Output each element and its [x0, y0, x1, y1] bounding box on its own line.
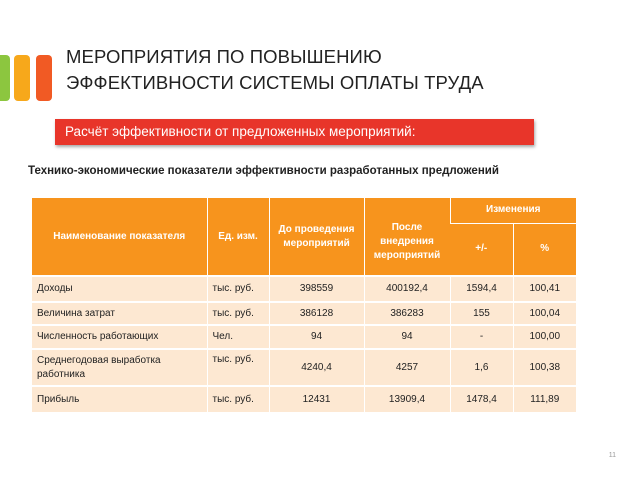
cell-after: 386283 — [364, 302, 450, 325]
cell-delta: 1,6 — [450, 349, 513, 386]
cell-percent: 100,41 — [513, 276, 576, 302]
cell-unit: тыс. руб. — [207, 386, 269, 412]
cell-before: 94 — [269, 325, 364, 349]
header-changes: Изменения — [450, 198, 576, 223]
decor-bar-orange — [36, 55, 52, 101]
decor-bar-yellow — [14, 55, 30, 101]
header-name: Наименование показателя — [32, 198, 207, 276]
table-row — [32, 276, 576, 302]
table-row — [32, 386, 576, 412]
cell-percent: 100,38 — [513, 349, 576, 386]
section-banner: Расчёт эффективности от предложенных мероприятий: — [55, 119, 534, 145]
slide-title — [66, 44, 626, 96]
indicators-table — [32, 198, 576, 412]
cell-delta: 1478,4 — [450, 386, 513, 412]
decor-bar-green — [0, 55, 10, 101]
table-row — [32, 302, 576, 325]
cell-before: 12431 — [269, 386, 364, 412]
header-after: После внедрения мероприятий — [364, 198, 450, 276]
cell-percent: 111,89 — [513, 386, 576, 412]
cell-percent: 100,00 — [513, 325, 576, 349]
header-percent: % — [513, 223, 576, 276]
cell-unit: тыс. руб. — [207, 276, 269, 302]
cell-unit: Чел. — [207, 325, 269, 349]
page-number: 11 — [608, 452, 616, 459]
cell-name: Численность работающих — [32, 325, 207, 349]
cell-delta: 155 — [450, 302, 513, 325]
cell-name: Величина затрат — [32, 302, 207, 325]
cell-after: 94 — [364, 325, 450, 349]
table-row — [32, 325, 576, 349]
cell-after: 400192,4 — [364, 276, 450, 302]
cell-unit: тыс. руб. — [207, 349, 269, 386]
table-caption: Технико-экономические показатели эффективности разработанных предложений — [28, 165, 499, 177]
cell-before: 398559 — [269, 276, 364, 302]
cell-name: Доходы — [32, 276, 207, 302]
slide-title-line1: МЕРОПРИЯТИЯ ПО ПОВЫШЕНИЮ — [66, 46, 382, 67]
cell-unit: тыс. руб. — [207, 302, 269, 325]
cell-name: Прибыль — [32, 386, 207, 412]
header-delta: +/- — [450, 223, 513, 276]
header-before: До проведения мероприятий — [269, 198, 364, 276]
cell-after: 4257 — [364, 349, 450, 386]
header-unit: Ед. изм. — [207, 198, 269, 276]
cell-name: Среднегодовая выработка работника — [32, 349, 207, 386]
cell-delta: 1594,4 — [450, 276, 513, 302]
cell-before: 386128 — [269, 302, 364, 325]
cell-before: 4240,4 — [269, 349, 364, 386]
table-row — [32, 349, 576, 386]
cell-delta: - — [450, 325, 513, 349]
cell-after: 13909,4 — [364, 386, 450, 412]
slide-title-line2: ЭФФЕКТИВНОСТИ СИСТЕМЫ ОПЛАТЫ ТРУДА — [66, 72, 484, 93]
cell-percent: 100,04 — [513, 302, 576, 325]
